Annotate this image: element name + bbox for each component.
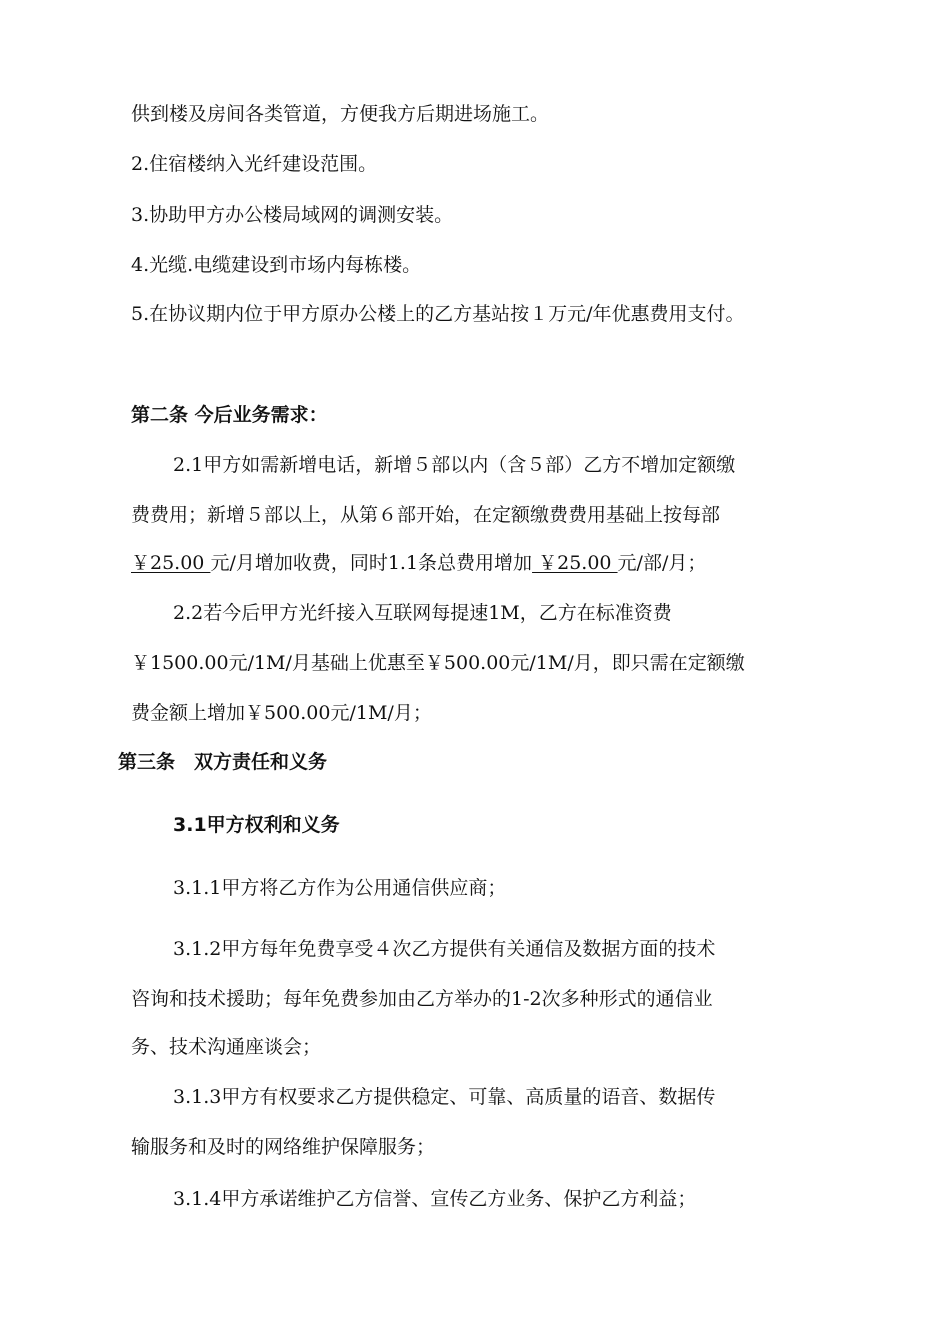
p22-line-1: 2.2若今后甲方光纤接入互联网每提速1M，乙方在标准资费 xyxy=(173,602,672,624)
p312-line-3: 务、技术沟通座谈会； xyxy=(131,1036,322,1058)
p21-line-2: 费费用；新增５部以上，从第６部开始，在定额缴费费用基础上按每部 xyxy=(131,504,721,526)
p21-line-3 xyxy=(131,551,706,575)
intro-item-2: 2.住宿楼纳入光纤建设范围。 xyxy=(131,153,378,175)
p312-line-2: 咨询和技术援助；每年免费参加由乙方举办的1-2次多种形式的通信业 xyxy=(131,988,713,1010)
intro-item-3: 3.协助甲方办公楼局域网的调测安装。 xyxy=(131,204,454,226)
p22-line-3: 费金额上增加￥500.00元/1M/月； xyxy=(131,702,432,724)
p22-line-2: ￥1500.00元/1M/月基础上优惠至￥500.00元/1M/月，即只需在定额缴 xyxy=(131,652,745,674)
fee-amount-1: ￥25.00 xyxy=(131,552,211,574)
p313-line-2: 输服务和及时的网络维护保障服务； xyxy=(131,1136,436,1158)
intro-item-5: 5.在协议期内位于甲方原办公楼上的乙方基站按１万元/年优惠费用支付。 xyxy=(131,303,745,325)
intro-item-4: 4.光缆.电缆建设到市场内每栋楼。 xyxy=(131,254,422,276)
p311: 3.1.1甲方将乙方作为公用通信供应商； xyxy=(173,877,507,899)
p312-line-1: 3.1.2甲方每年免费享受４次乙方提供有关通信及数据方面的技术 xyxy=(173,938,716,960)
p21-line-3-end: 元/部/月； xyxy=(617,552,707,574)
p21-line-3-mid: 元/月增加收费，同时1.1条总费用增加 xyxy=(210,552,533,574)
p313-line-1: 3.1.3甲方有权要求乙方提供稳定、可靠、高质量的语音、数据传 xyxy=(173,1086,716,1108)
fee-amount-2: ￥25.00 xyxy=(532,552,618,574)
article-3-heading: 第三条 双方责任和义务 xyxy=(118,751,328,773)
section-3-1-heading: 3.1甲方权利和义务 xyxy=(173,814,340,836)
p314: 3.1.4甲方承诺维护乙方信誉、宣传乙方业务、保护乙方利益； xyxy=(173,1188,697,1210)
article-2-heading: 第二条 今后业务需求： xyxy=(131,404,328,426)
p21-line-1: 2.1甲方如需新增电话，新增５部以内（含５部）乙方不增加定额缴 xyxy=(173,454,736,476)
intro-line-1: 供到楼及房间各类管道，方便我方后期进场施工。 xyxy=(131,103,550,125)
